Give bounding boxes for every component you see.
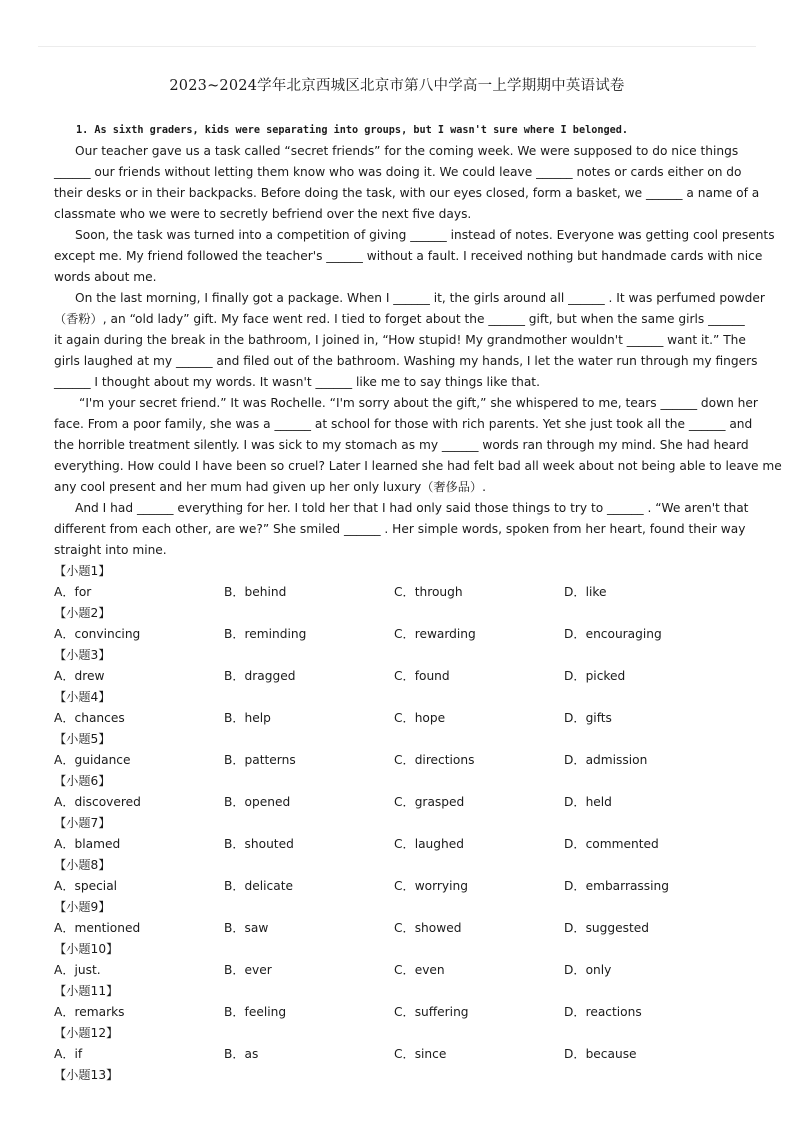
option-c: C．even [394,963,445,977]
subquestion-label: 【小题10】 [54,942,119,956]
option-d: D．picked [564,669,626,683]
option-row [54,708,754,729]
subquestion-label: 【小题11】 [54,984,119,998]
option-b: B．behind [224,585,287,599]
passage [54,141,782,561]
option-row [54,1044,754,1065]
option-d: D．admission [564,753,648,767]
option-c: C．through [394,585,463,599]
option-row [54,624,754,645]
option-b: B．delicate [224,879,294,893]
option-a: A．blamed [54,837,121,851]
option-b: B．patterns [224,753,296,767]
option-c: C．directions [394,753,475,767]
option-b: B．reminding [224,627,307,641]
subquestion-label: 【小题6】 [54,774,111,788]
page-title: 2023~2024学年北京西城区北京市第八中学高一上学期期中英语试卷 [169,78,625,94]
option-a: A．chances [54,711,125,725]
passage-line: words about me. [54,270,157,284]
option-row [54,834,754,855]
option-a: A．discovered [54,795,141,809]
passage-line: face. From a poor family, she was a ______ at school for those with rich parents. Yet she just took all the ______ and [54,417,753,431]
option-row [54,582,754,603]
subquestion-label: 【小题1】 [54,564,111,578]
option-row [54,960,754,981]
subquestion-label: 【小题9】 [54,900,111,914]
passage-line: except me. My friend followed the teacher's ______ without a fault. I received nothing but handmade cards with nice [54,249,763,263]
passage-line: On the last morning, I finally got a package. When I ______ it, the girls around all ______ . It was perfumed powder [75,291,765,305]
option-c: C．suffering [394,1005,469,1019]
option-b: B．opened [224,795,291,809]
subquestion-label: 【小题12】 [54,1026,119,1040]
option-b: B．ever [224,963,272,977]
option-row [54,666,754,687]
option-c: C．worrying [394,879,468,893]
question-heading: 1. As sixth graders, kids were separating into groups, but I wasn't sure where I belonged. [76,125,629,136]
option-d: D．only [564,963,612,977]
option-b: B．as [224,1047,259,1061]
option-c: C．rewarding [394,627,476,641]
option-d: D．held [564,795,612,809]
option-a: A．special [54,879,118,893]
option-d: D．encouraging [564,627,662,641]
option-a: A．just. [54,963,101,977]
option-a: A．if [54,1047,83,1061]
subquestion-label: 【小题3】 [54,648,111,662]
option-c: C．showed [394,921,462,935]
option-b: B．help [224,711,271,725]
passage-line: And I had ______ everything for her. I told her that I had only said those things to try to ______ . “We aren't that [75,501,749,515]
option-d: D．like [564,585,607,599]
option-a: A．drew [54,669,105,683]
option-b: B．feeling [224,1005,287,1019]
option-a: A．mentioned [54,921,141,935]
option-b: B．saw [224,921,269,935]
passage-line: “I'm your secret friend.” It was Rochelle. “I'm sorry about the gift,” she whispered to me, tears ______ down her [79,396,758,410]
passage-line: the horrible treatment silently. I was sick to my stomach as my ______ words ran through my mind. She had heard [54,438,749,452]
subquestion-label: 【小题5】 [54,732,111,746]
option-a: A．for [54,585,92,599]
option-c: C．grasped [394,795,465,809]
option-a: A．remarks [54,1005,125,1019]
option-a: A．convincing [54,627,141,641]
option-d: D．reactions [564,1005,642,1019]
option-row [54,876,754,897]
passage-line: different from each other, are we?” She smiled ______ . Her simple words, spoken from her heart, found their way [54,522,746,536]
passage-line: Soon, the task was turned into a competition of giving ______ instead of notes. Everyone was getting cool presents [75,228,775,242]
option-b: B．dragged [224,669,296,683]
subquestion-label: 【小题13】 [54,1068,119,1082]
passage-line: ______ our friends without letting them know who was doing it. We could leave ______ notes or cards either on do [54,165,742,179]
passage-line: （香粉）, an “old lady” gift. My face went red. I tied to forget about the ______ gift, but when the same girls ______ [54,312,745,326]
passage-line: any cool present and her mum had given up her only luxury（奢侈品）. [54,480,487,494]
option-row [54,792,754,813]
option-d: D．commented [564,837,659,851]
option-row [54,918,754,939]
option-row [54,1002,754,1023]
passage-line: girls laughed at my ______ and filed out of the bathroom. Washing my hands, I let the water run through my fingers [54,354,758,368]
passage-line: it again during the break in the bathroom, I joined in, “How stupid! My grandmother wouldn't ______ want it.” The [54,333,746,347]
passage-line: everything. How could I have been so cruel? Later I learned she had felt bad all week about not being able to leave me [54,459,782,473]
subquestion-label: 【小题7】 [54,816,111,830]
passage-line: their desks or in their backpacks. Before doing the task, with our eyes closed, form a basket, we ______ a name of a [54,186,760,200]
passage-line: straight into mine. [54,543,167,557]
option-d: D．suggested [564,921,649,935]
header-divider [38,46,756,47]
answer-options [54,561,754,1086]
subquestion-label: 【小题8】 [54,858,111,872]
option-d: D．because [564,1047,637,1061]
option-c: C．found [394,669,450,683]
option-c: C．hope [394,711,446,725]
option-c: C．since [394,1047,447,1061]
passage-line: ______ I thought about my words. It wasn't ______ like me to say things like that. [54,375,540,389]
option-d: D．gifts [564,711,612,725]
option-a: A．guidance [54,753,131,767]
option-row [54,750,754,771]
option-c: C．laughed [394,837,464,851]
passage-line: Our teacher gave us a task called “secret friends” for the coming week. We were supposed to do nice things [75,144,739,158]
subquestion-label: 【小题2】 [54,606,111,620]
option-d: D．embarrassing [564,879,669,893]
subquestion-label: 【小题4】 [54,690,111,704]
passage-line: classmate who we were to secretly befriend over the next five days. [54,207,472,221]
option-b: B．shouted [224,837,294,851]
